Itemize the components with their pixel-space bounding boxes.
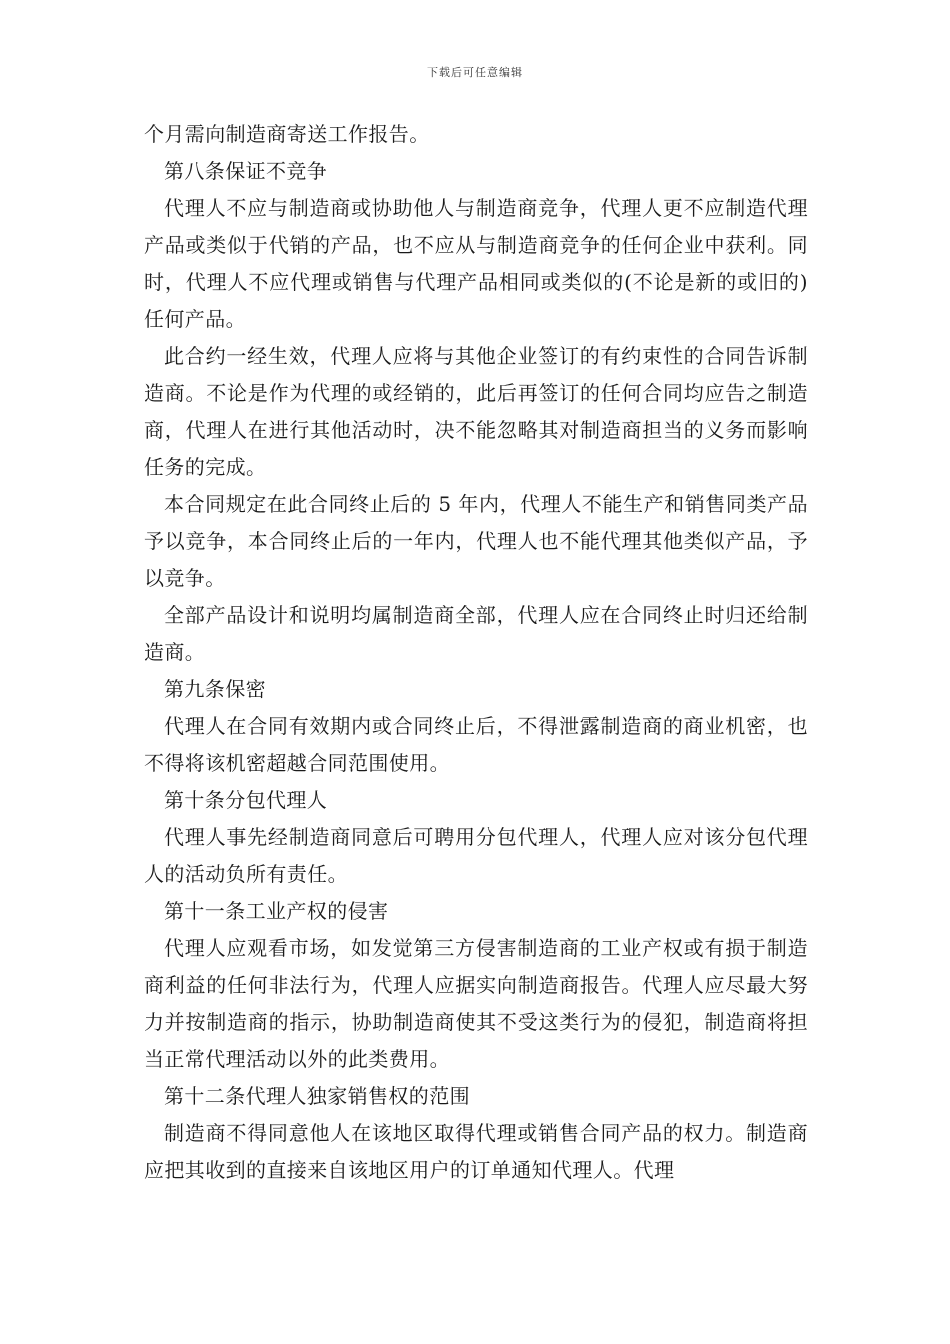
paragraph: 此合约一经生效，代理人应将与其他企业签订的有约束性的合同告诉制造商。不论是作为代理的或经销的，此后再签订的任何合同均应告之制造商，代理人在进行其他活动时，决不能忽略其对制造商担当的义务而影响任务的完成。 <box>144 344 808 479</box>
paragraph-continuation: 个月需向制造商寄送工作报告。 <box>144 122 430 146</box>
document-body <box>144 116 808 1189</box>
page-header: 下载后可任意编辑 <box>427 66 523 79</box>
paragraph: 制造商不得同意他人在该地区取得代理或销售合同产品的权力。制造商应把其收到的直接来自该地区用户的订单通知代理人。代理 <box>144 1121 808 1182</box>
article-9-heading: 第九条保密 <box>164 677 266 701</box>
article-12-heading: 第十二条代理人独家销售权的范围 <box>164 1084 470 1108</box>
paragraph: 代理人应观看市场，如发觉第三方侵害制造商的工业产权或有损于制造商利益的任何非法行为，代理人应据实向制造商报告。代理人应尽最大努力并按制造商的指示，协助制造商使其不受这类行为的侵犯，制造商将担当正常代理活动以外的此类费用。 <box>144 936 808 1071</box>
paragraph: 代理人在合同有效期内或合同终止后，不得泄露制造商的商业机密，也不得将该机密超越合同范围使用。 <box>144 714 808 775</box>
paragraph: 代理人事先经制造商同意后可聘用分包代理人，代理人应对该分包代理人的活动负所有责任。 <box>144 825 808 886</box>
article-11-heading: 第十一条工业产权的侵害 <box>164 899 389 923</box>
paragraph: 本合同规定在此合同终止后的 5 年内，代理人不能生产和销售同类产品予以竞争，本合同终止后的一年内，代理人也不能代理其他类似产品，予以竞争。 <box>144 492 808 590</box>
article-10-heading: 第十条分包代理人 <box>164 788 328 812</box>
paragraph: 代理人不应与制造商或协助他人与制造商竞争，代理人更不应制造代理产品或类似于代销的产品，也不应从与制造商竞争的任何企业中获利。同时，代理人不应代理或销售与代理产品相同或类似的(不论是新的或旧的)任何产品。 <box>144 196 808 331</box>
article-8-heading: 第八条保证不竞争 <box>164 159 328 183</box>
paragraph: 全部产品设计和说明均属制造商全部，代理人应在合同终止时归还给制造商。 <box>144 603 808 664</box>
